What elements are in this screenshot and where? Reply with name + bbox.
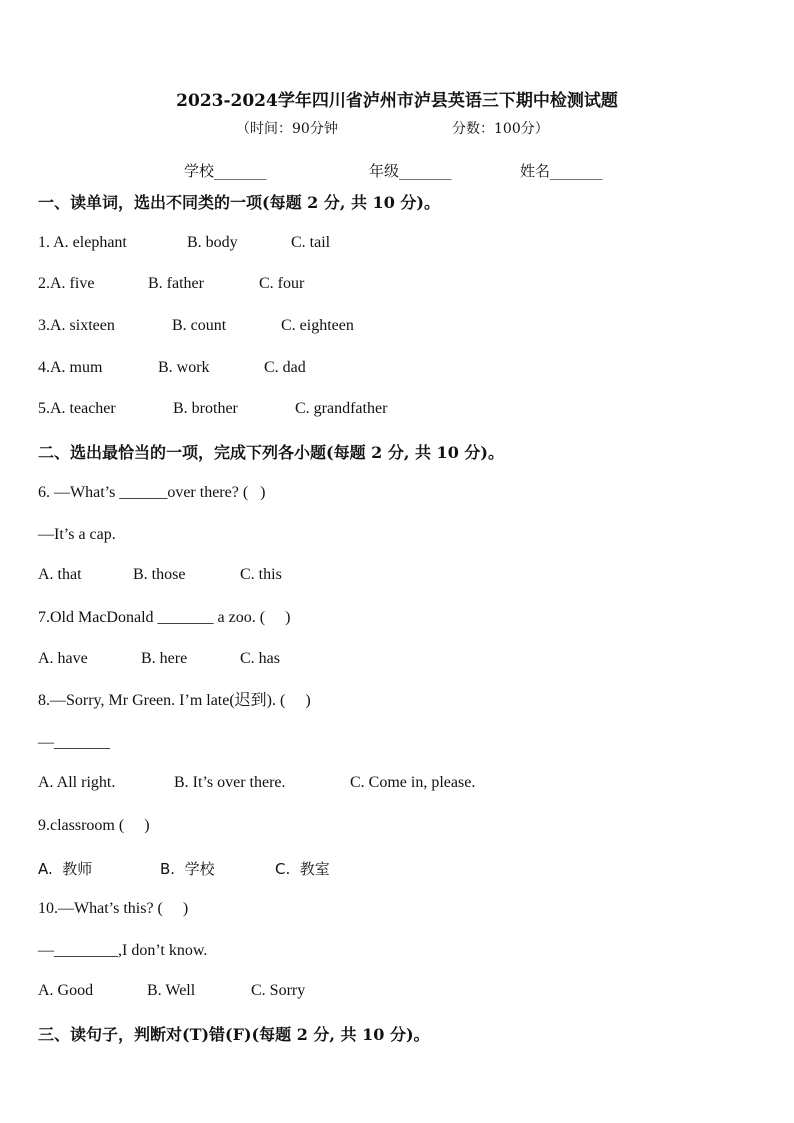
q6-option-b: B. those — [133, 566, 186, 583]
q6-question: 6. —What’s ______over there? ( ) — [38, 484, 266, 501]
q8-answer-line: —_______ — [38, 734, 110, 751]
q8-option-b: B. It’s over there. — [174, 774, 286, 791]
q6-option-a: A. that — [38, 566, 82, 583]
school-field[interactable]: 学校_______ — [184, 162, 267, 180]
q10-question: 10.—What’s this? ( ) — [38, 900, 189, 917]
q5-option-c: C. grandfather — [295, 400, 388, 417]
q1-option-b: B. body — [187, 234, 238, 251]
q10-option-c: C. Sorry — [251, 982, 306, 999]
q4-option-a: 4.A. mum — [38, 359, 103, 376]
q6-answer-line: —It’s a cap. — [38, 526, 116, 543]
q2-option-a: 2.A. five — [38, 275, 95, 292]
q5-option-a: 5.A. teacher — [38, 400, 116, 417]
section-2-heading: 二、选出最恰当的一项，完成下列各小题(每题 2 分, 共 10 分)。 — [38, 443, 504, 462]
q1-option-c: C. tail — [291, 234, 331, 251]
q3-option-b: B. count — [172, 317, 227, 334]
q3-option-c: C. eighteen — [281, 317, 354, 334]
q8-option-a: A. All right. — [38, 774, 116, 791]
q10-option-b: B. Well — [147, 982, 196, 999]
q7-option-b: B. here — [141, 650, 188, 667]
q10-answer-line: —________,I don’t know. — [38, 942, 208, 959]
section-3-heading: 三、读句子，判断对(T)错(F)(每题 2 分, 共 10 分)。 — [38, 1025, 430, 1044]
q5-option-b: B. brother — [173, 400, 238, 417]
q7-option-c: C. has — [240, 650, 280, 667]
q9-question: 9.classroom ( ) — [38, 817, 150, 834]
q9-option-b: B. 学校 — [160, 860, 215, 878]
q9-option-a: A. 教师 — [38, 860, 93, 878]
q7-question: 7.Old MacDonald _______ a zoo. ( ) — [38, 609, 291, 626]
q7-option-a: A. have — [38, 650, 88, 667]
q6-option-c: C. this — [240, 566, 282, 583]
q1-option-a: 1. A. elephant — [38, 234, 127, 251]
q4-option-c: C. dad — [264, 359, 306, 376]
q2-option-c: C. four — [259, 275, 305, 292]
page-title: 2023-2024学年四川省泸州市泸县英语三下期中检测试题 — [176, 91, 618, 111]
q3-option-a: 3.A. sixteen — [38, 317, 115, 334]
name-field[interactable]: 姓名_______ — [520, 162, 603, 180]
exam-score: 分数：100分） — [452, 121, 549, 137]
exam-time: （时间：90分钟 — [236, 121, 338, 137]
q8-option-c: C. Come in, please. — [350, 774, 476, 791]
grade-field[interactable]: 年级_______ — [369, 162, 452, 180]
section-1-heading: 一、读单词，选出不同类的一项(每题 2 分, 共 10 分)。 — [38, 193, 440, 212]
q2-option-b: B. father — [148, 275, 204, 292]
q9-option-c: C. 教室 — [275, 860, 330, 878]
q10-option-a: A. Good — [38, 982, 94, 999]
q8-question: 8.—Sorry, Mr Green. I’m late(迟到). ( ) — [38, 692, 311, 709]
q4-option-b: B. work — [158, 359, 210, 376]
